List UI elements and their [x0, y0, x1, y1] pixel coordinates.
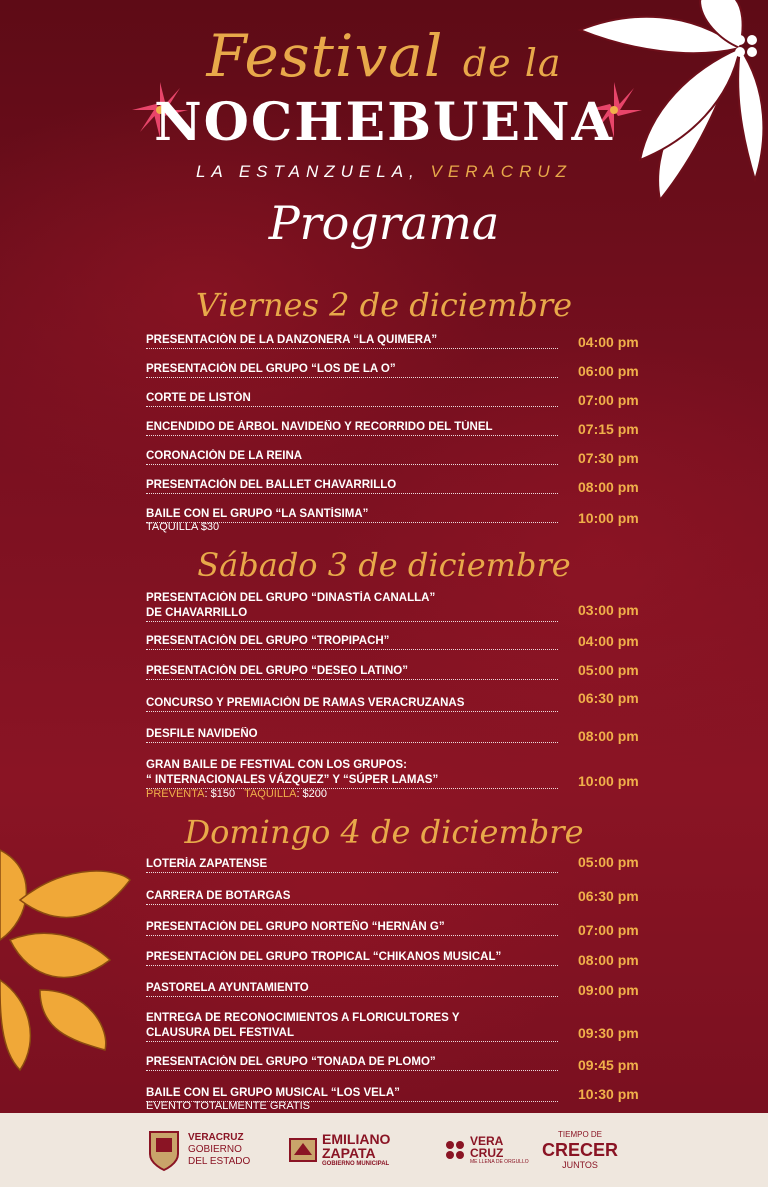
event-time: 07:00 pm	[578, 392, 639, 408]
day-heading-domingo: Domingo 4 de diciembre	[184, 813, 584, 851]
event-label: BAILE CON EL GRUPO MUSICAL “LOS VELA”	[146, 1086, 558, 1102]
logo-text: GOBIERNO	[188, 1144, 242, 1155]
event-time: 05:00 pm	[578, 662, 639, 678]
event-label: PRESENTACIÓN DEL GRUPO “TONADA DE PLOMO”	[146, 1055, 558, 1071]
event-time: 08:00 pm	[578, 952, 639, 968]
location-state: VERACRUZ	[430, 162, 573, 181]
event-label: PRESENTACIÓN DEL GRUPO “TROPIPACH”	[146, 634, 558, 650]
event-time: 08:00 pm	[578, 728, 639, 744]
event-time: 04:00 pm	[578, 633, 639, 649]
event-label: ENCENDIDO DE ÁRBOL NAVIDEÑO Y RECORRIDO DEL TÚNEL	[146, 420, 558, 436]
event-label: PRESENTACIÓN DEL GRUPO “DESEO LATINO”	[146, 664, 558, 680]
event-time: 09:45 pm	[578, 1057, 639, 1073]
festival-title	[0, 22, 768, 90]
flower-grid-icon	[444, 1139, 466, 1161]
event-label: CARRERA DE BOTARGAS	[146, 889, 558, 905]
municipal-seal-icon	[288, 1135, 318, 1165]
event-time: 10:30 pm	[578, 1086, 639, 1102]
event-label: GRAN BAILE DE FESTIVAL CON LOS GRUPOS: “ INTERNACIONALES VÁZQUEZ” Y “SÚPER LAMAS”	[146, 758, 558, 789]
event-time: 03:00 pm	[578, 602, 639, 618]
event-label: LOTERÍA ZAPATENSE	[146, 857, 558, 873]
event-time: 09:00 pm	[578, 982, 639, 998]
logo-text: VERACRUZ	[188, 1132, 244, 1143]
event-label: PRESENTACIÓN DEL GRUPO NORTEÑO “HERNÁN G”	[146, 920, 558, 936]
event-time: 07:30 pm	[578, 450, 639, 466]
day-heading-viernes: Viernes 2 de diciembre	[195, 286, 573, 324]
logo-text: CRECER	[542, 1140, 619, 1160]
event-time: 06:00 pm	[578, 363, 639, 379]
location-subtitle	[0, 162, 768, 182]
event-time: 07:15 pm	[578, 421, 639, 437]
programa-heading: Programa	[268, 196, 500, 250]
day-heading-sabado: Sábado 3 de diciembre	[197, 546, 571, 584]
nochebuena-title: NOCHEBUENA	[154, 92, 614, 153]
logo-text: CRUZ	[470, 1146, 504, 1160]
festival-word: Festival	[206, 22, 444, 90]
event-time: 10:00 pm	[578, 510, 639, 526]
event-label: PASTORELA AYUNTAMIENTO	[146, 981, 558, 997]
logo-text: EMILIANO	[322, 1131, 391, 1147]
logo-text: DEL ESTADO	[188, 1156, 251, 1167]
emiliano-zapata-logo	[288, 1127, 390, 1173]
logo-text: ZAPATA	[322, 1145, 376, 1161]
de-la-word: de la	[462, 41, 562, 85]
footer-logos	[0, 1113, 768, 1187]
event-label: PRESENTACIÓN DE LA DANZONERA “LA QUIMERA”	[146, 333, 558, 349]
event-time: 04:00 pm	[578, 334, 639, 350]
event-label: PRESENTACIÓN DEL BALLET CHAVARRILLO	[146, 478, 558, 494]
vera-cruz-logo	[444, 1127, 529, 1173]
event-time: 06:30 pm	[578, 888, 639, 904]
event-time: 06:30 pm	[578, 690, 639, 706]
event-label: ENTREGA DE RECONOCIMIENTOS A FLORICULTORES Y CLAUSURA DEL FESTIVAL	[146, 1011, 558, 1042]
logo-text: VERA	[470, 1134, 504, 1148]
event-note: TAQUILLA $30	[146, 521, 220, 533]
event-label: DESFILE NAVIDEÑO	[146, 727, 558, 743]
event-time: 10:00 pm	[578, 773, 639, 789]
event-label: BAILE CON EL GRUPO “LA SANTÍSIMA”	[146, 507, 558, 523]
veracruz-gobierno-logo	[146, 1127, 250, 1173]
event-time: 05:00 pm	[578, 854, 639, 870]
gold-leaves-icon	[0, 840, 140, 1080]
logo-text: JUNTOS	[562, 1160, 598, 1170]
event-note: PREVENTA: $150 TAQUILLA: $200	[146, 788, 328, 800]
logo-text: ME LLENA DE ORGULLO	[470, 1159, 529, 1165]
event-label: CORONACIÓN DE LA REINA	[146, 449, 558, 465]
coat-of-arms-icon	[146, 1128, 182, 1172]
event-time: 07:00 pm	[578, 922, 639, 938]
event-label: PRESENTACIÓN DEL GRUPO TROPICAL “CHIKANOS MUSICAL”	[146, 950, 558, 966]
event-time: 09:30 pm	[578, 1025, 639, 1041]
location-town: LA ESTANZUELA,	[195, 162, 420, 181]
event-label: CONCURSO Y PREMIACIÓN DE RAMAS VERACRUZANAS	[146, 696, 558, 712]
tiempo-de-crecer-logo	[542, 1127, 618, 1173]
logo-text: GOBIERNO MUNICIPAL	[322, 1161, 390, 1167]
logo-text: TIEMPO DE	[558, 1130, 603, 1139]
event-time: 08:00 pm	[578, 479, 639, 495]
event-label: CORTE DE LISTÓN	[146, 391, 558, 407]
event-note: EVENTO TOTALMENTE GRATIS	[146, 1100, 311, 1112]
event-label: PRESENTACIÓN DEL GRUPO “DINASTÍA CANALLA” DE CHAVARRILLO	[146, 591, 558, 622]
event-label: PRESENTACIÓN DEL GRUPO “LOS DE LA O”	[146, 362, 558, 378]
